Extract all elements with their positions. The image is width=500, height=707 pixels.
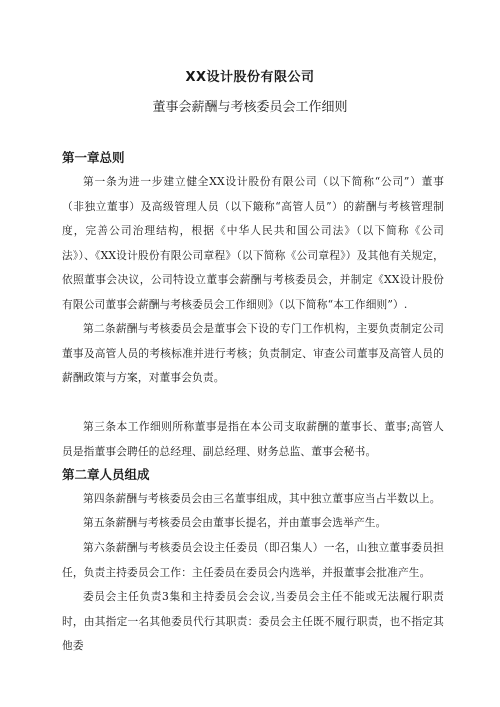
article-5: 第五条薪酬与考核委员会由董事长提名，并由董事会选举产生。 (83, 516, 387, 529)
article-3: 第三条本工作细则所称董事是指在本公司支取薪酬的董事长、董事;高管人员是指董事会聘任的总经理、副总经理、财务总监、董事会秘书。 (62, 420, 444, 458)
chapter-heading-1: 第一章总则 (62, 150, 125, 165)
chapter-heading-2: 第二章人员组成 (62, 467, 150, 482)
company-name: XX设计股份有限公司 (185, 70, 315, 85)
article-2: 第二条薪酬与考核委员会是董事会下设的专门工作机构，主要负责制定公司董事及高管人员的考核标准并进行考核；负责制定、审查公司董事及高管人员的薪酬政策与方案，对董事会负责。 (62, 322, 444, 384)
document-title: 董事会薪酬与考核委员会工作细则 (152, 100, 348, 115)
article-4: 第四条薪酬与考核委员会由三名董事组成，其中独立董事应当占半数以上。 (83, 492, 441, 505)
article-1: 第一条为进一步建立健全XX设计股份有限公司（以下简称“公司”）董事（非独立董事）及高级管理人员（以下簸称“高管人员”）的薪酬与考核管理制度，完善公司治理结构，根据《中华人民共和国公司法》（以下简称《公司法》）、《XX设计股份有限公司章程》（以下简称《公司章程》）及其他有关规定，依照董事会决议，公司特设立董事会薪酬与考核委员会，并制定《XX设计股份有限公司董事会薪酬与考核委员会工作细则》（以下简称“本工作细则”）. (62, 175, 444, 311)
article-6: 第六条薪酬与考核委员会设主任委员（即召集人）一名，山独立董事委员担任，负责主持委员会工作：主任委员在委员会内选举，并报董事会批准产生。 (62, 541, 444, 579)
article-6-paragraph-2: 委员会主任负责3集和主持委员会会议,当委员会主任不能或无法履行职责时，由其指定一名其他委员代行其职责：委员会主任既不履行职责，也不指定其他委 (62, 590, 444, 652)
